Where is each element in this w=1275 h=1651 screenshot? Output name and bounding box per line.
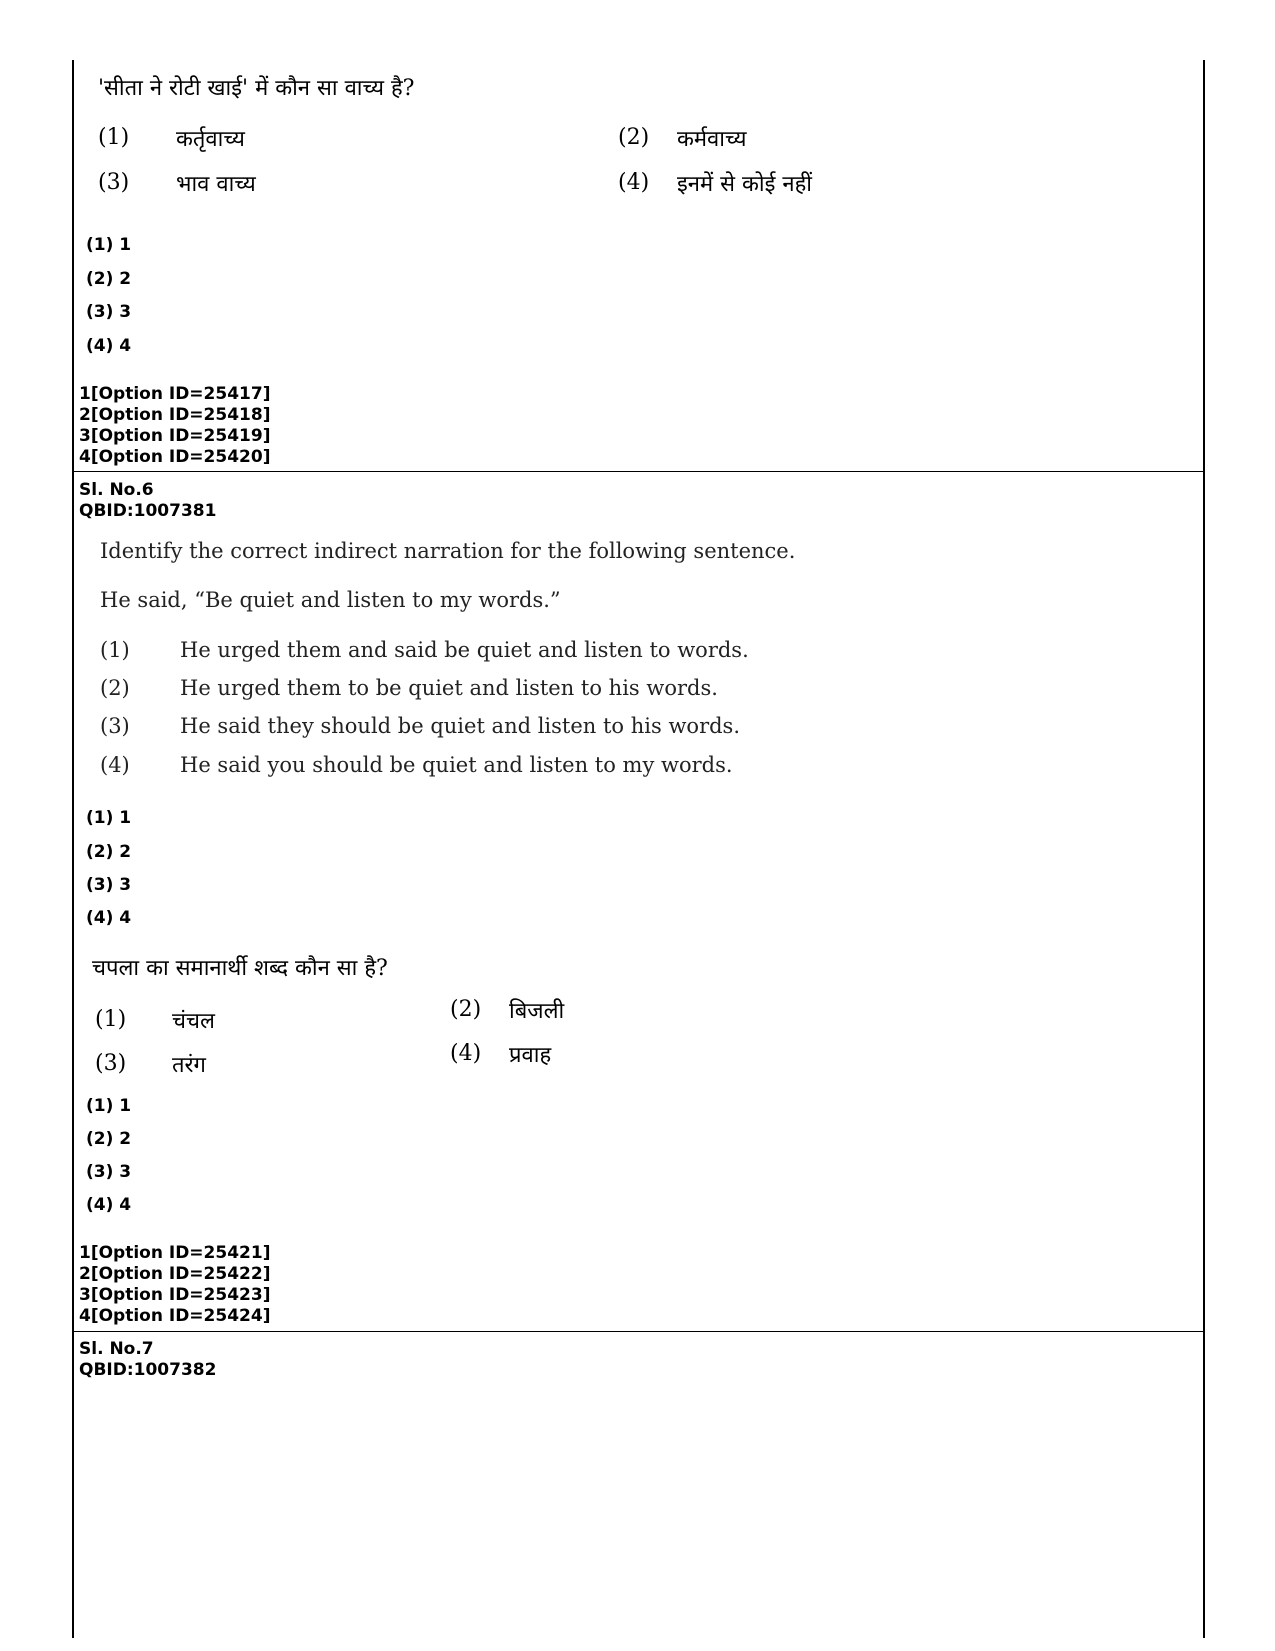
option-text: He said they should be quiet and listen to his words. bbox=[180, 714, 740, 738]
option-number: (1) bbox=[95, 1007, 127, 1032]
option-id: 4[Option ID=25420] bbox=[79, 447, 271, 467]
option-number: (1) bbox=[98, 125, 130, 150]
option-number: (2) bbox=[450, 997, 482, 1022]
question-quote: He said, “Be quiet and listen to my words.” bbox=[100, 588, 561, 612]
answer-choice: (3) 3 bbox=[86, 302, 132, 322]
serial-number: Sl. No.6 bbox=[79, 480, 154, 500]
question-text: Identify the correct indirect narration for the following sentence. bbox=[100, 539, 796, 563]
option-text: चंचल bbox=[172, 1009, 215, 1034]
option-id: 3[Option ID=25419] bbox=[79, 426, 271, 446]
answer-choice: (3) 3 bbox=[86, 875, 132, 895]
answer-choice: (2) 2 bbox=[86, 842, 132, 862]
answer-choice: (2) 2 bbox=[86, 1129, 132, 1149]
option-text: कर्मवाच्य bbox=[677, 127, 747, 152]
option-id: 4[Option ID=25424] bbox=[79, 1306, 271, 1326]
option-text: इनमें से कोई नहीं bbox=[677, 172, 813, 197]
answer-choice: (1) 1 bbox=[86, 808, 132, 828]
option-id: 3[Option ID=25423] bbox=[79, 1285, 271, 1305]
option-number: (4) bbox=[618, 170, 650, 195]
answer-choice: (2) 2 bbox=[86, 269, 132, 289]
option-text: भाव वाच्य bbox=[176, 172, 256, 197]
option-number: (1) bbox=[100, 638, 130, 662]
option-number: (2) bbox=[618, 125, 650, 150]
answer-choice: (4) 4 bbox=[86, 1195, 132, 1215]
question-text: 'सीता ने रोटी खाई' में कौन सा वाच्य है? bbox=[98, 76, 415, 101]
right-border bbox=[1203, 60, 1205, 1638]
section-divider bbox=[72, 1331, 1205, 1332]
section-divider bbox=[72, 471, 1205, 472]
option-number: (4) bbox=[100, 753, 130, 777]
question-bank-id: QBID:1007382 bbox=[79, 1360, 217, 1380]
option-text: कर्तृवाच्य bbox=[176, 127, 245, 152]
question-text-hindi: चपला का समानार्थी शब्द कौन सा है? bbox=[92, 956, 388, 981]
option-number: (3) bbox=[98, 170, 130, 195]
option-text: He urged them to be quiet and listen to his words. bbox=[180, 676, 718, 700]
serial-number: Sl. No.7 bbox=[79, 1339, 154, 1359]
option-text: He said you should be quiet and listen to my words. bbox=[180, 753, 733, 777]
option-text: He urged them and said be quiet and listen to words. bbox=[180, 638, 749, 662]
question-bank-id: QBID:1007381 bbox=[79, 501, 217, 521]
answer-choice: (4) 4 bbox=[86, 908, 132, 928]
option-id: 2[Option ID=25422] bbox=[79, 1264, 271, 1284]
answer-choice: (1) 1 bbox=[86, 235, 132, 255]
answer-choice: (3) 3 bbox=[86, 1162, 132, 1182]
option-number: (3) bbox=[100, 714, 130, 738]
option-number: (4) bbox=[450, 1041, 482, 1066]
answer-choice: (4) 4 bbox=[86, 336, 132, 356]
option-text: बिजली bbox=[509, 999, 565, 1024]
answer-choice: (1) 1 bbox=[86, 1096, 132, 1116]
option-number: (3) bbox=[95, 1051, 127, 1076]
option-id: 2[Option ID=25418] bbox=[79, 405, 271, 425]
option-text: तरंग bbox=[172, 1053, 206, 1078]
option-id: 1[Option ID=25417] bbox=[79, 384, 271, 404]
option-text: प्रवाह bbox=[509, 1043, 552, 1068]
option-number: (2) bbox=[100, 676, 130, 700]
left-border bbox=[72, 60, 74, 1638]
option-id: 1[Option ID=25421] bbox=[79, 1243, 271, 1263]
